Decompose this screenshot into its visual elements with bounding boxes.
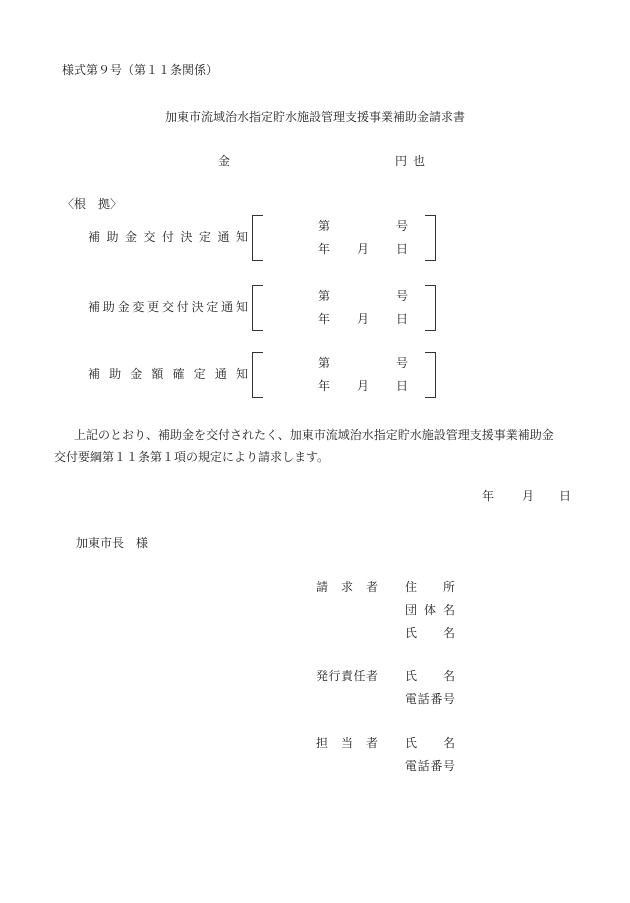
contact-role: 担当者: [316, 736, 378, 750]
day-label: 日: [396, 312, 409, 326]
number-suffix: 号: [396, 219, 409, 233]
month-label: 月: [357, 379, 370, 393]
notice-row-change-decision: [0, 285, 630, 331]
claimant-address-label: 住所: [405, 580, 455, 594]
bracket-left: [252, 215, 263, 261]
contact-name-label: 氏名: [405, 736, 455, 750]
month-label: 月: [357, 242, 370, 256]
bracket-right: [425, 285, 436, 331]
addressee: 加東市長 様: [76, 536, 149, 550]
number-prefix: 第: [318, 289, 331, 303]
form-number: 様式第９号（第１１条関係）: [62, 63, 219, 77]
basis-label: 〈根 拠〉: [62, 197, 123, 211]
bracket-left: [252, 285, 263, 331]
bracket-left: [252, 352, 263, 398]
amount-unit: 円也: [395, 154, 432, 168]
bracket-right: [425, 352, 436, 398]
day-label: 日: [396, 242, 409, 256]
contact-phone-label: 電話番号: [405, 759, 455, 773]
date-month-label: 月: [522, 489, 535, 503]
number-prefix: 第: [318, 219, 331, 233]
year-label: 年: [318, 312, 331, 326]
notice-label: 補助金交付決定通知: [88, 230, 248, 244]
notice-row-amount-confirmation: [0, 352, 630, 398]
issuer-name-label: 氏名: [405, 669, 455, 683]
body-line-1: 上記のとおり、補助金を交付されたく、加東市流域治水指定貯水施設管理支援事業補助金: [74, 428, 554, 442]
number-suffix: 号: [396, 289, 409, 303]
notice-row-grant-decision: [0, 215, 630, 261]
notice-label: 補助金変更交付決定通知: [88, 300, 248, 314]
month-label: 月: [357, 312, 370, 326]
issuer-phone-label: 電話番号: [405, 692, 455, 706]
year-label: 年: [318, 379, 331, 393]
date-day-label: 日: [559, 489, 572, 503]
year-label: 年: [318, 242, 331, 256]
claimant-org-label: 団体名: [405, 603, 455, 617]
date-year-label: 年: [482, 489, 495, 503]
number-suffix: 号: [396, 356, 409, 370]
bracket-right: [425, 215, 436, 261]
document-title: 加東市流域治水指定貯水施設管理支援事業補助金請求書: [164, 110, 465, 124]
day-label: 日: [396, 379, 409, 393]
request-body-text: [54, 424, 594, 468]
number-prefix: 第: [318, 356, 331, 370]
claimant-name-label: 氏名: [405, 626, 455, 640]
claimant-role: 請求者: [316, 580, 378, 594]
amount-label: 金: [218, 154, 231, 168]
issuer-role: 発行責任者: [316, 669, 378, 683]
body-line-2: 交付要綱第１１条第１項の規定により請求します。: [54, 450, 330, 464]
notice-label: 補助金額確定通知: [88, 367, 248, 381]
